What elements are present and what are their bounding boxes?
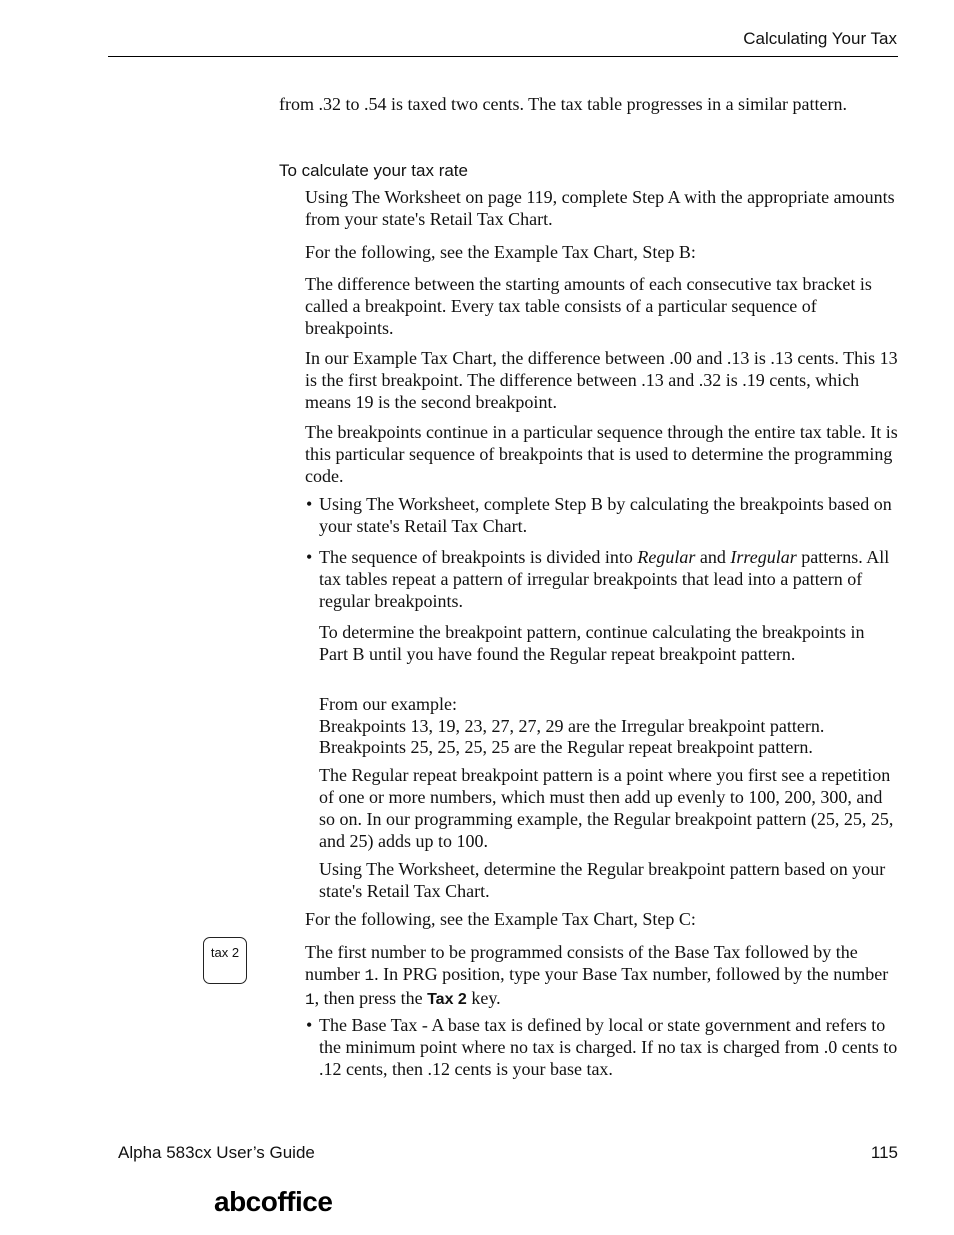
key-label: tax 2 [210, 945, 240, 960]
tax-2-key-name: Tax 2 [427, 991, 467, 1008]
header-rule [108, 56, 898, 57]
step-c-text: . In PRG position, type your Base Tax number, followed by the number [374, 964, 889, 984]
step-c-text: The first number to be programmed consists of the Base Tax followed by the number [305, 942, 858, 984]
step-c-text: , then press the [314, 988, 428, 1008]
paragraph-step-b-lead: For the following, see the Example Tax Chart, Step B: [305, 242, 696, 262]
footer-page-number: 115 [870, 1143, 898, 1162]
paragraph-example-breakpoints: In our Example Tax Chart, the difference between .00 and .13 is .13 cents. This 13 is the first breakpoint. The difference between .13 and .32 is .19 cents, which means 19 is the second breakpoint. [305, 348, 898, 412]
paragraph-breakpoint-sequence: The breakpoints continue in a particular sequence through the entire tax table. It is this particular sequence of breakpoints that is used to determine the programming code. [305, 422, 898, 486]
paragraph-breakpoint-definition: The difference between the starting amounts of each consecutive tax bracket is called a breakpoint. Every tax table consists of a particular sequence of breakpoints. [305, 274, 872, 338]
paragraph-regular-definition: The Regular repeat breakpoint pattern is a point where you first see a repetition of one or more numbers, which must then add up evenly to 100, 200, 300, and so on. In our programming example, the Regular breakpoint pattern (25, 25, 25, and 25) adds up to 100. [319, 765, 894, 851]
bullet-dot: • [306, 547, 313, 567]
paragraph-determine-pattern: To determine the breakpoint pattern, continue calculating the breakpoints in Part B until you have found the Regular repeat breakpoint pattern. [319, 622, 865, 664]
bullet-dot: • [306, 1015, 313, 1035]
number-one: 1 [305, 991, 315, 1009]
footer-guide-title: Alpha 583cx User’s Guide [118, 1143, 315, 1162]
intro-paragraph: from .32 to .54 is taxed two cents. The tax table progresses in a similar pattern. [279, 94, 848, 114]
irregular-term: Irregular [730, 547, 797, 567]
bullet-regular-irregular [319, 546, 894, 612]
paragraph-determine-regular: Using The Worksheet, determine the Regular breakpoint pattern based on your state's Retail Tax Chart. [319, 859, 886, 901]
step-c-text: key. [466, 988, 501, 1008]
paragraph-base-tax-programming [305, 941, 899, 1011]
page-header-title: Calculating Your Tax [743, 29, 897, 48]
bullet-step-b: Using The Worksheet, complete Step B by calculating the breakpoints based on your state's Retail Tax Chart. [319, 494, 892, 536]
bullet-text: The sequence of breakpoints is divided into [319, 547, 638, 567]
bullet-text: patterns. All tax tables repeat a pattern of irregular breakpoints that lead into a pattern of regular breakpoints. [319, 547, 890, 611]
paragraph-example-heading: From our example: [319, 694, 457, 714]
regular-term: Regular [637, 547, 696, 567]
tax-2-key-icon [203, 937, 247, 984]
bullet-text: and [695, 547, 731, 567]
bullet-dot: • [306, 494, 313, 514]
paragraph-step-a: Using The Worksheet on page 119, complete Step A with the appropriate amounts from your state's Retail Tax Chart. [305, 187, 895, 229]
abcoffice-logo: abcoffice [214, 1186, 333, 1217]
paragraph-regular-example: Breakpoints 25, 25, 25, 25 are the Regular repeat breakpoint pattern. [319, 737, 813, 757]
bullet-base-tax: The Base Tax - A base tax is defined by local or state government and refers to the minimum point where no tax is charged. If no tax is charged from .0 cents to .12 cents, then .12 cents is your base tax. [319, 1015, 898, 1079]
number-one: 1 [364, 967, 375, 985]
paragraph-step-c-lead: For the following, see the Example Tax Chart, Step C: [305, 909, 696, 929]
section-subheading: To calculate your tax rate [279, 161, 468, 180]
paragraph-irregular-example: Breakpoints 13, 19, 23, 27, 27, 29 are the Irregular breakpoint pattern. [319, 716, 825, 736]
